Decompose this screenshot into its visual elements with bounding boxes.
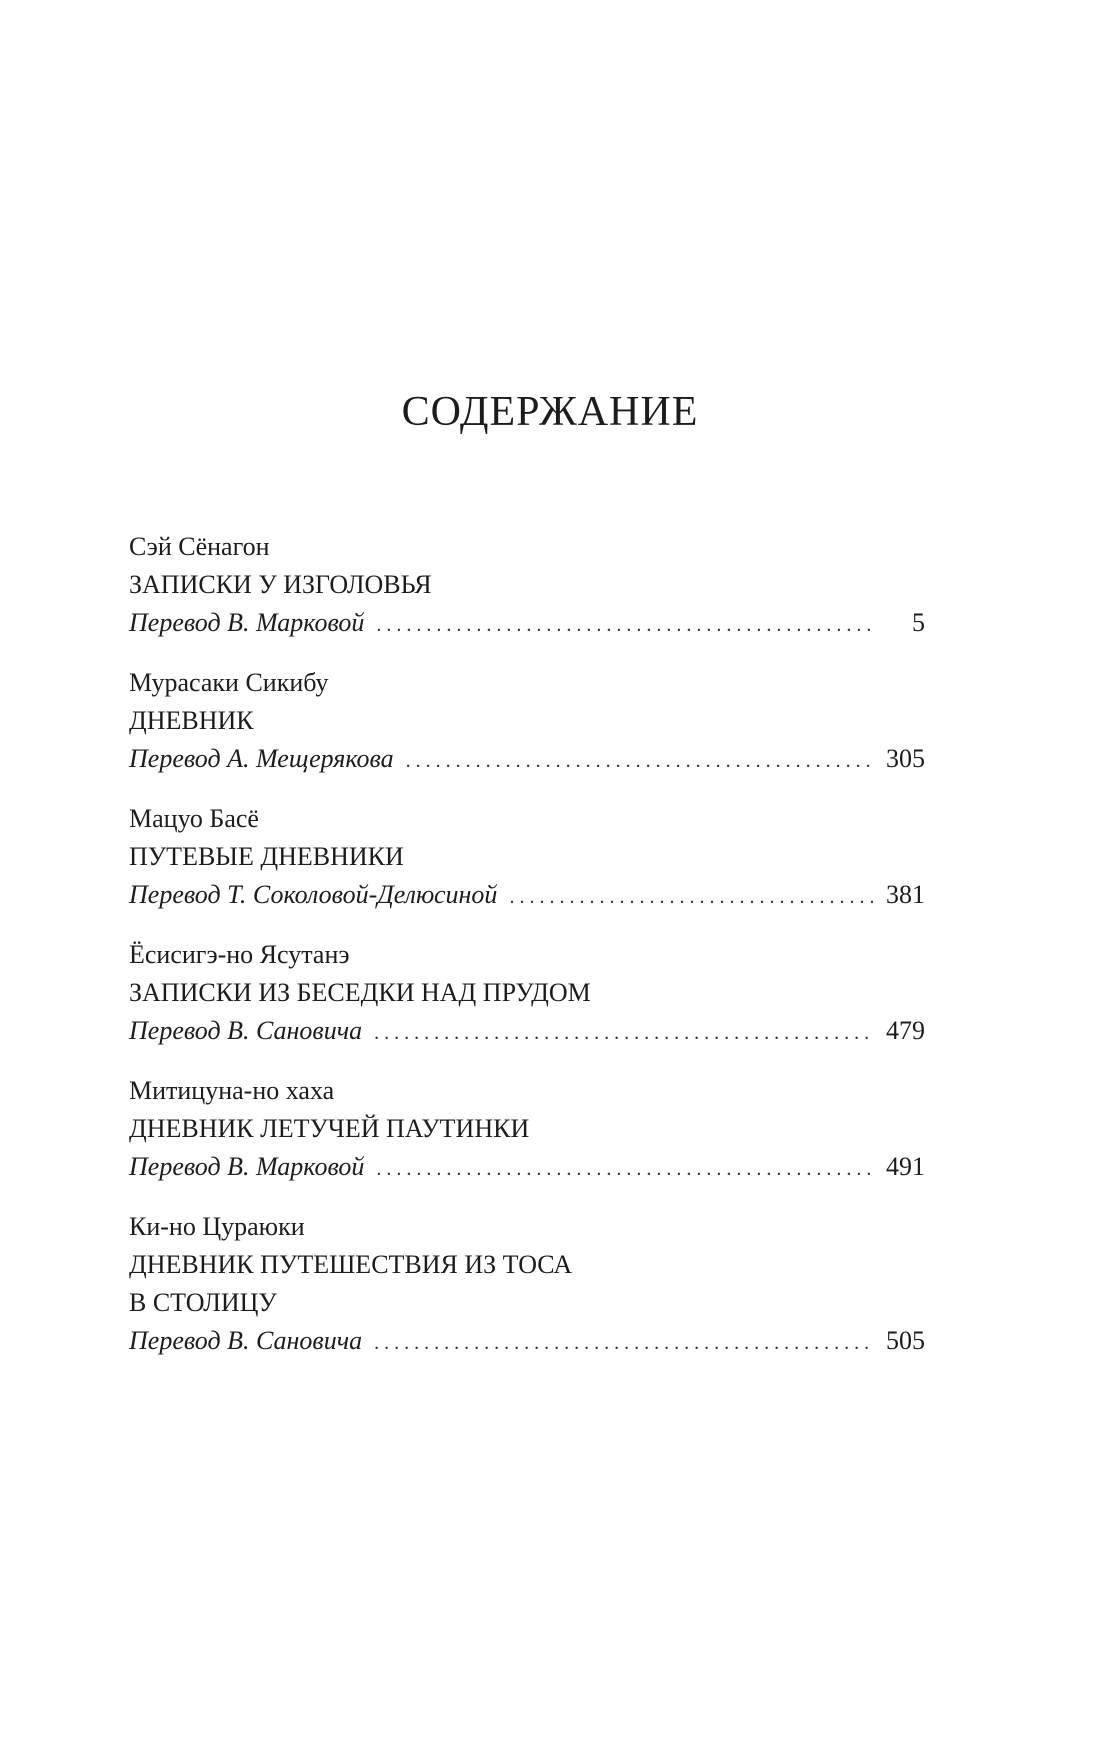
entry-page-number: 305: [886, 744, 925, 773]
entry-author: Мацуо Басё: [129, 804, 259, 833]
dot-leader: [374, 1324, 873, 1362]
entry-translator-row[interactable]: [129, 740, 925, 778]
entry-page-number: 5: [912, 608, 925, 637]
dot-leader: [376, 606, 873, 644]
entry-translator-row[interactable]: [129, 1148, 925, 1186]
dot-leader: [376, 1150, 873, 1188]
entry-author: Ёсисигэ-но Ясутанэ: [129, 940, 350, 969]
entry-title-continued: В СТОЛИЦУ: [129, 1288, 277, 1317]
entry-page-number: 491: [886, 1152, 925, 1181]
entry-page-number: 381: [886, 880, 925, 909]
toc-entry: [129, 1072, 925, 1186]
toc-entry: [129, 800, 925, 914]
entry-title: ДНЕВНИК ПУТЕШЕСТВИЯ ИЗ ТОСА: [129, 1250, 573, 1279]
entry-author: Мурасаки Сикибу: [129, 668, 329, 697]
entry-author: Ки-но Цураюки: [129, 1212, 305, 1241]
entry-translator-row[interactable]: [129, 1322, 925, 1360]
entry-title: ДНЕВНИК: [129, 706, 254, 735]
entry-title: ЗАПИСКИ ИЗ БЕСЕДКИ НАД ПРУДОМ: [129, 978, 591, 1007]
entry-page-number: 479: [886, 1016, 925, 1045]
toc-entry: [129, 528, 925, 642]
entry-translator-row[interactable]: [129, 1012, 925, 1050]
table-of-contents: [129, 528, 925, 1382]
toc-entry: [129, 1208, 925, 1360]
dot-leader: [406, 742, 873, 780]
entry-title: ДНЕВНИК ЛЕТУЧЕЙ ПАУТИНКИ: [129, 1114, 530, 1143]
entry-translator: Перевод В. Марковой: [129, 608, 365, 637]
entry-author: Сэй Сёнагон: [129, 532, 270, 561]
toc-entry: [129, 936, 925, 1050]
dot-leader: [509, 878, 873, 916]
entry-title: ЗАПИСКИ У ИЗГОЛОВЬЯ: [129, 570, 432, 599]
entry-translator: Перевод В. Сановича: [129, 1326, 363, 1355]
entry-translator-row[interactable]: [129, 604, 925, 642]
entry-page-number: 505: [886, 1326, 925, 1355]
entry-title: ПУТЕВЫЕ ДНЕВНИКИ: [129, 842, 404, 871]
page-title: СОДЕРЖАНИЕ: [401, 389, 699, 435]
entry-translator: Перевод Т. Соколовой-Делюсиной: [129, 880, 498, 909]
entry-translator: Перевод В. Сановича: [129, 1016, 363, 1045]
dot-leader: [374, 1014, 873, 1052]
entry-translator-row[interactable]: [129, 876, 925, 914]
entry-author: Митицуна-но хаха: [129, 1076, 335, 1105]
entry-translator: Перевод В. Марковой: [129, 1152, 365, 1181]
entry-translator: Перевод А. Мещерякова: [129, 744, 394, 773]
toc-entry: [129, 664, 925, 778]
